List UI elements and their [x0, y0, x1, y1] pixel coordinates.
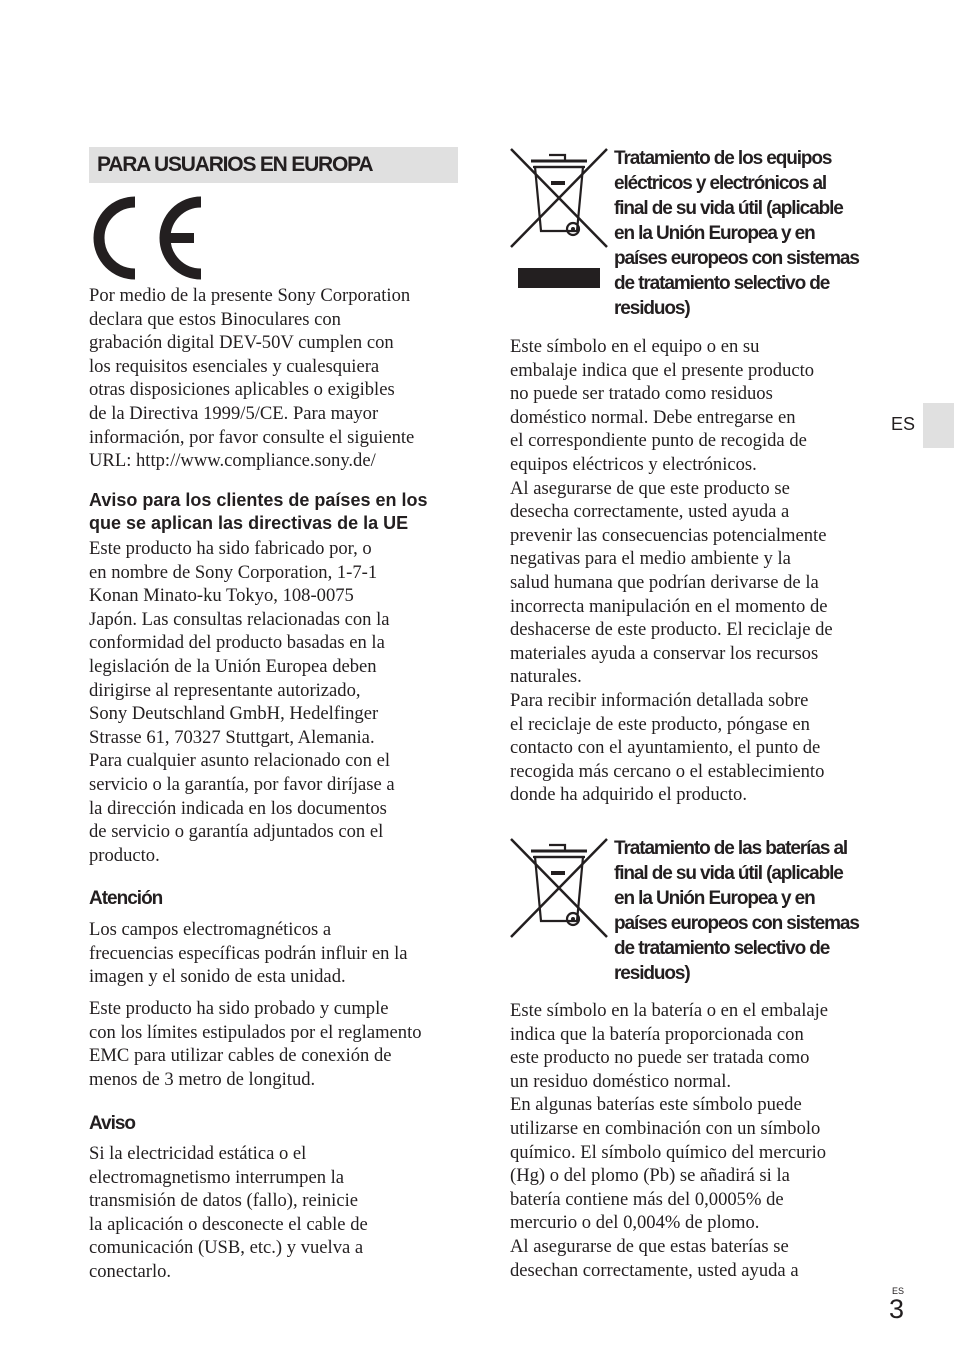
text-line: recogida más cercano o el establecimiento — [510, 760, 825, 782]
heading-line: en la Unión Europea y en — [614, 223, 815, 244]
page-number: 3 — [889, 1294, 904, 1324]
text-line: legislación de la Unión Europea deben — [89, 655, 377, 677]
text-line: materiales ayuda a conservar los recursos — [510, 642, 819, 664]
text-line: electromagnetismo interrumpen la — [89, 1166, 345, 1188]
text-line: servicio o la garantía, por favor diríjase a — [89, 773, 395, 795]
text-line: frecuencias específicas podrán influir en la — [89, 942, 408, 964]
text-line: EMC para utilizar cables de conexión de — [89, 1045, 392, 1067]
section-header-title: PARA USUARIOS EN EUROPA — [97, 153, 373, 176]
text-line: desecha correctamente, usted ayuda a — [510, 501, 790, 523]
text-line: En algunas baterías este símbolo puede — [510, 1094, 802, 1116]
text-line: transmisión de datos (fallo), reinicie — [89, 1190, 359, 1212]
text-line: de servicio o garantía adjuntados con el — [89, 821, 384, 843]
text-line: la aplicación o desconecte el cable de — [89, 1213, 368, 1235]
text-line: Este producto ha sido fabricado por, o — [89, 538, 372, 559]
heading-line: final de su vida útil (aplicable — [614, 198, 843, 219]
weee-heading — [614, 146, 859, 321]
text-line: declara que estos Binoculares con — [89, 308, 341, 330]
text-line: comunicación (USB, etc.) y vuelva a — [89, 1237, 364, 1259]
text-line: naturales. — [510, 666, 582, 688]
footer-language: ES — [892, 1286, 905, 1296]
text-line: información, por favor consulte el siguiente — [89, 426, 415, 448]
text-line: Strasse 61, 70327 Stuttgart, Alemania. — [89, 726, 375, 748]
text-line: desechan correctamente, usted ayuda a — [510, 1259, 799, 1281]
text-line: otras disposiciones aplicables o exigibles — [89, 379, 395, 401]
heading-line: final de su vida útil (aplicable — [614, 863, 843, 884]
text-line: contacto con el ayuntamiento, el punto de — [510, 737, 821, 759]
text-line: imagen y el sonido de esta unidad. — [89, 966, 346, 988]
text-line: Para recibir información detallada sobre — [510, 689, 809, 711]
aviso-text — [89, 1142, 368, 1284]
text-line: Al asegurarse de que estas baterías se — [510, 1235, 789, 1257]
text-line: químico. El símbolo químico del mercurio — [510, 1141, 827, 1163]
eu-notice-heading — [89, 489, 427, 535]
heading-line: en la Unión Europea y en — [614, 888, 815, 909]
language-side-label: ES — [891, 414, 916, 434]
text-line: utilizarse en combinación con un símbolo — [510, 1117, 821, 1139]
eu-notice-text — [89, 537, 395, 867]
text-line: un residuo doméstico normal. — [510, 1070, 732, 1092]
text-line: donde ha adquirido el producto. — [510, 784, 748, 806]
text-line: Este producto ha sido probado y cumple — [89, 998, 389, 1019]
text-line: la dirección indicada en los documentos — [89, 797, 387, 819]
text-line: Konan Minato-ku Tokyo, 108-0075 — [89, 585, 354, 607]
heading-line: de tratamiento selectivo de — [614, 273, 830, 294]
text-line: de la Directiva 1999/5/CE. Para mayor — [89, 402, 379, 424]
text-line: URL: http://www.compliance.sony.de/ — [89, 450, 376, 472]
text-line: doméstico normal. Debe entregarse en — [510, 406, 796, 428]
text-line: (Hg) o del plomo (Pb) se añadirá si la — [510, 1165, 790, 1187]
heading-line: Tratamiento de los equipos — [614, 148, 832, 169]
text-line: conectarlo. — [89, 1260, 172, 1282]
text-line: mercurio o del 0,004% de plomo. — [510, 1212, 760, 1234]
text-line: Japón. Las consultas relacionadas con la — [89, 608, 390, 630]
text-line: el correspondiente punto de recogida de — [510, 430, 807, 452]
atencion-paragraph-1 — [89, 918, 408, 989]
battery-bin-icon — [509, 837, 609, 939]
text-line: menos de 3 metro de longitud. — [89, 1068, 316, 1090]
text-line: con los límites estipulados por el reglamento — [89, 1021, 422, 1043]
heading-line: residuos) — [614, 963, 690, 984]
aviso-heading: Aviso — [89, 1113, 136, 1134]
heading-line: eléctricos y electrónicos al — [614, 173, 827, 194]
text-line: Este símbolo en el equipo o en su — [510, 336, 760, 357]
text-line: grabación digital DEV-50V cumplen con — [89, 332, 394, 354]
heading-line: Aviso para los clientes de países en los — [89, 490, 428, 510]
weee-text — [510, 335, 833, 807]
text-line: en nombre de Sony Corporation, 1-7-1 — [89, 561, 378, 583]
atencion-heading: Atención — [89, 888, 163, 909]
text-line: conformidad del producto basadas en la — [89, 632, 385, 654]
text-line: no puede ser tratado como residuos — [510, 383, 773, 405]
text-line: embalaje indica que el presente producto — [510, 359, 815, 381]
ce-mark-icon — [89, 195, 207, 281]
heading-line: que se aplican las directivas de la UE — [89, 513, 409, 533]
text-line: prevenir las consecuencias potencialmente — [510, 524, 827, 546]
text-line: deshacerse de este producto. El reciclaje de — [510, 619, 833, 641]
text-line: negativas para el medio ambiente y la — [510, 548, 791, 570]
atencion-paragraph-2 — [89, 997, 422, 1091]
text-line: Si la electricidad estática o el — [89, 1143, 307, 1164]
text-line: indica que la batería proporcionada con — [510, 1023, 804, 1045]
battery-heading — [614, 836, 859, 986]
text-line: Para cualquier asunto relacionado con el — [89, 750, 390, 772]
heading-line: Tratamiento de las baterías al — [614, 838, 848, 859]
text-line: Este símbolo en la batería o en el embalaje — [510, 1000, 829, 1021]
text-line: salud humana que podrían derivarse de la — [510, 571, 819, 593]
ce-declaration-text — [89, 284, 414, 473]
section-header-bar — [89, 147, 458, 183]
text-line: Los campos electromagnéticos a — [89, 919, 332, 940]
text-line: batería contiene más del 0,0005% de — [510, 1188, 784, 1210]
heading-line: residuos) — [614, 298, 690, 319]
heading-line: países europeos con sistemas — [614, 913, 859, 934]
weee-bin-icon — [509, 147, 609, 292]
text-line: los requisitos esenciales y cualesquiera — [89, 355, 380, 377]
text-line: producto. — [89, 844, 160, 866]
text-line: incorrecta manipulación en el momento de — [510, 595, 828, 617]
language-side-tab — [923, 403, 954, 448]
heading-line: de tratamiento selectivo de — [614, 938, 830, 959]
text-line: Al asegurarse de que este producto se — [510, 477, 790, 499]
text-line: este producto no puede ser tratada como — [510, 1047, 810, 1069]
heading-line: países europeos con sistemas — [614, 248, 859, 269]
text-line: equipos eléctricos y electrónicos. — [510, 453, 757, 475]
text-line: dirigirse al representante autorizado, — [89, 679, 361, 701]
battery-text — [510, 999, 828, 1282]
text-line: Por medio de la presente Sony Corporation — [89, 285, 411, 306]
text-line: Sony Deutschland GmbH, Hedelfinger — [89, 703, 379, 725]
text-line: el reciclaje de este producto, póngase en — [510, 713, 810, 735]
